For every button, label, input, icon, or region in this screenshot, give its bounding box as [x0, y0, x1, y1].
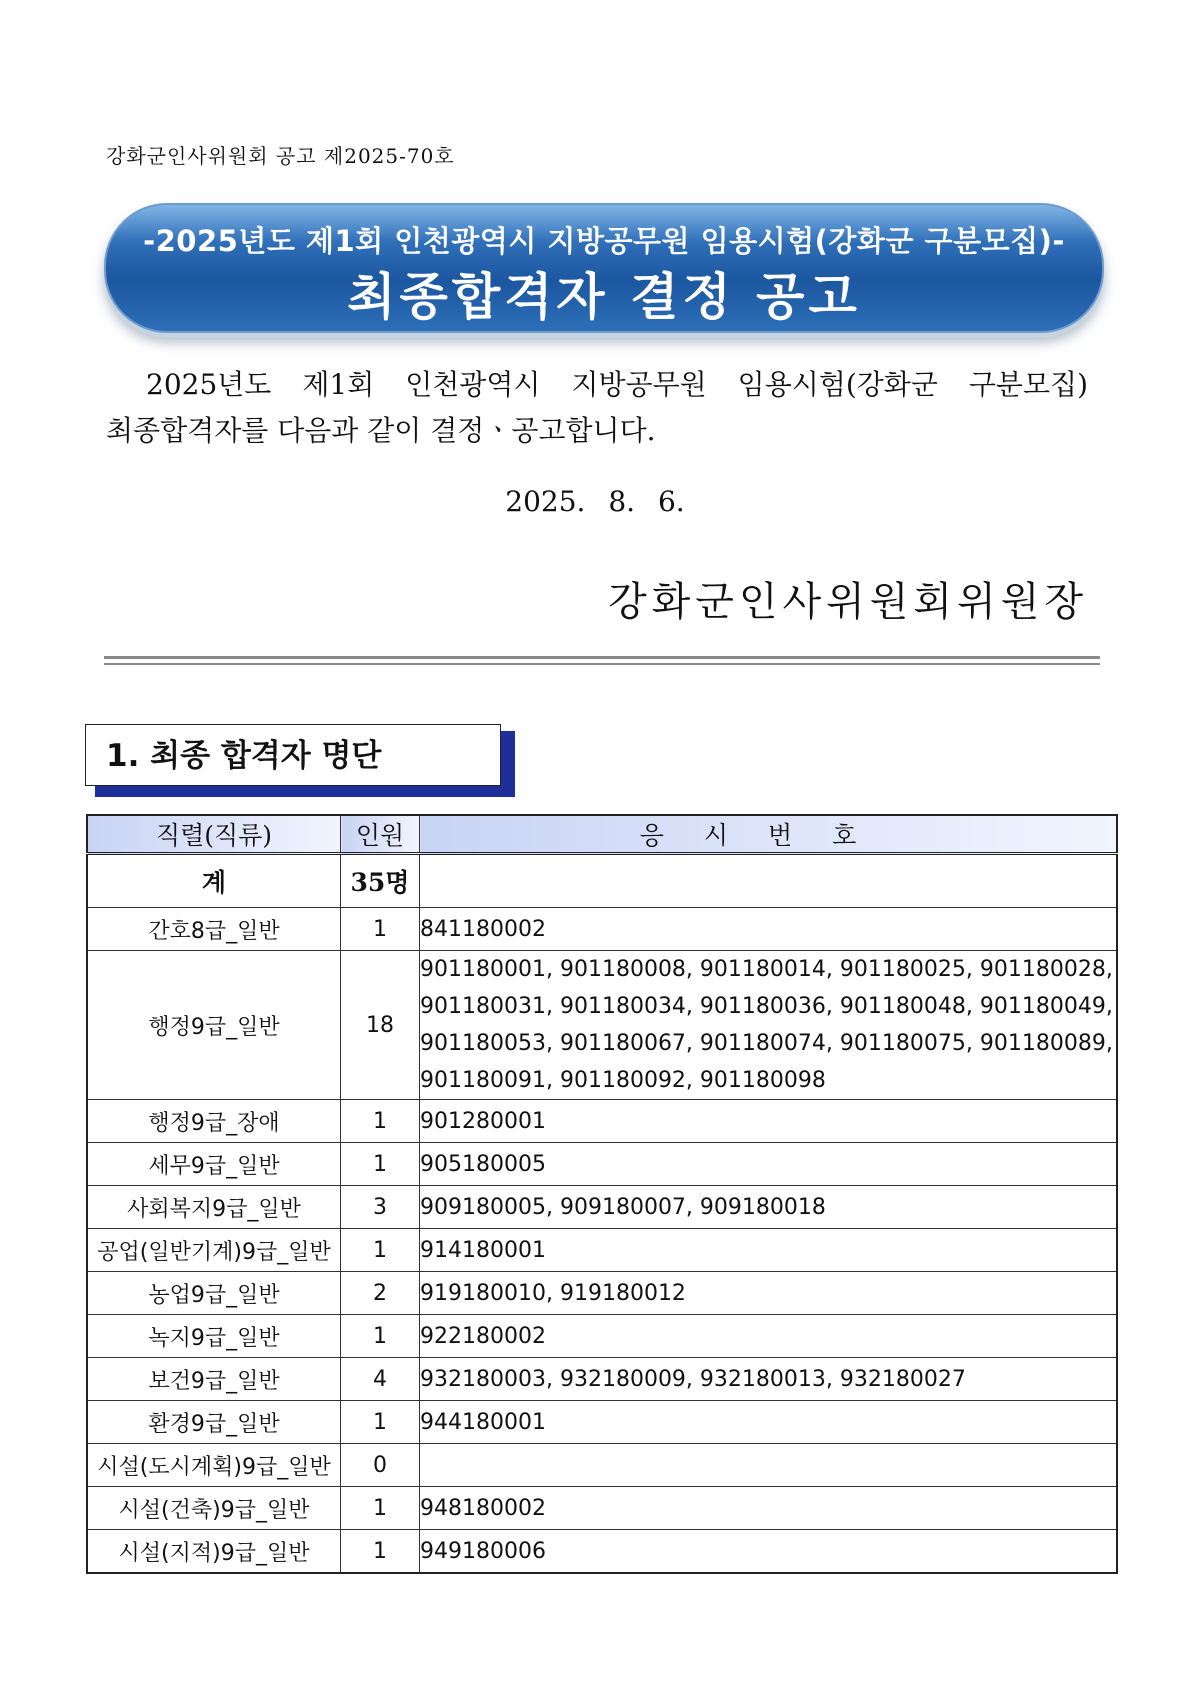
header-category: 직렬(직류) [87, 815, 341, 854]
row-ids: 905180005 [420, 1143, 1118, 1186]
row-count: 1 [341, 1229, 420, 1272]
signer: 강화군인사위원회위원장 [607, 579, 1088, 625]
row-ids [420, 1444, 1118, 1487]
table-row [87, 1444, 1117, 1487]
row-ids: 944180001 [420, 1401, 1118, 1444]
row-count: 1 [341, 1143, 420, 1186]
row-category: 녹지9급_일반 [87, 1315, 341, 1358]
banner-title: 최종합격자 결정 공고 [347, 268, 861, 326]
row-category: 보건9급_일반 [87, 1358, 341, 1401]
row-ids: 919180010, 919180012 [420, 1272, 1118, 1315]
table-row [87, 1100, 1117, 1143]
row-count: 1 [341, 1487, 420, 1530]
row-count: 1 [341, 1401, 420, 1444]
row-count: 1 [341, 1315, 420, 1358]
total-label: 계 [87, 854, 341, 908]
table-row [87, 1401, 1117, 1444]
row-count: 18 [341, 951, 420, 1100]
row-category: 농업9급_일반 [87, 1272, 341, 1315]
row-ids: 841180002 [420, 908, 1118, 951]
row-ids: 922180002 [420, 1315, 1118, 1358]
table-row [87, 1229, 1117, 1272]
table-row [87, 1487, 1117, 1530]
row-category: 세무9급_일반 [87, 1143, 341, 1186]
total-ids [420, 854, 1118, 908]
row-ids: 901280001 [420, 1100, 1118, 1143]
header-count: 인원 [341, 815, 420, 854]
row-category: 공업(일반기계)9급_일반 [87, 1229, 341, 1272]
title-banner [104, 203, 1104, 333]
table-row [87, 1186, 1117, 1229]
row-category: 사회복지9급_일반 [87, 1186, 341, 1229]
row-ids: 901180001, 901180008, 901180014, 901180025, 901180028, 901180031, 901180034, 901180036, 901180048, 901180049, 901180053, 901180067, 901180074, 901180075, 901180089, 901180091, 901180092, 901180098 [420, 951, 1118, 1100]
header-exam-numbers: 응시번호 [420, 815, 1118, 854]
table-row [87, 1530, 1117, 1574]
notice-date: 2025. 8. 6. [505, 485, 685, 518]
row-count: 4 [341, 1358, 420, 1401]
section-title: 1. 최종 합격자 명단 [85, 724, 501, 786]
table-row [87, 1358, 1117, 1401]
row-category: 시설(지적)9급_일반 [87, 1530, 341, 1574]
row-category: 시설(도시계획)9급_일반 [87, 1444, 341, 1487]
row-ids: 909180005, 909180007, 909180018 [420, 1186, 1118, 1229]
row-category: 환경9급_일반 [87, 1401, 341, 1444]
intro-line-2: 최종합격자를 다음과 같이 결정ㆍ공고합니다. [106, 414, 656, 447]
total-count: 35명 [341, 854, 420, 908]
table-row [87, 1315, 1117, 1358]
row-count: 1 [341, 1530, 420, 1574]
divider-line [104, 656, 1100, 659]
row-category: 행정9급_장애 [87, 1100, 341, 1143]
table-row [87, 908, 1117, 951]
row-count: 0 [341, 1444, 420, 1487]
row-category: 간호8급_일반 [87, 908, 341, 951]
row-count: 1 [341, 908, 420, 951]
row-ids: 948180002 [420, 1487, 1118, 1530]
banner-subtitle: -2025년도 제1회 인천광역시 지방공무원 임용시험(강화군 구분모집)- [143, 224, 1065, 258]
table-row [87, 951, 1117, 1100]
divider-line-2 [104, 663, 1100, 665]
intro-line-1: 2025년도 제1회 인천광역시 지방공무원 임용시험(강화군 구분모집) [146, 368, 1088, 401]
row-count: 3 [341, 1186, 420, 1229]
row-ids: 914180001 [420, 1229, 1118, 1272]
row-ids: 932180003, 932180009, 932180013, 932180027 [420, 1358, 1118, 1401]
row-count: 1 [341, 1100, 420, 1143]
table-row [87, 1143, 1117, 1186]
row-count: 2 [341, 1272, 420, 1315]
row-category: 시설(건축)9급_일반 [87, 1487, 341, 1530]
notice-number: 강화군인사위원회 공고 제2025-70호 [106, 144, 455, 168]
table-row [87, 1272, 1117, 1315]
intro-paragraph [106, 362, 1088, 454]
row-ids: 949180006 [420, 1530, 1118, 1574]
results-table [86, 814, 1118, 1574]
row-category: 행정9급_일반 [87, 951, 341, 1100]
total-row [87, 854, 1117, 908]
